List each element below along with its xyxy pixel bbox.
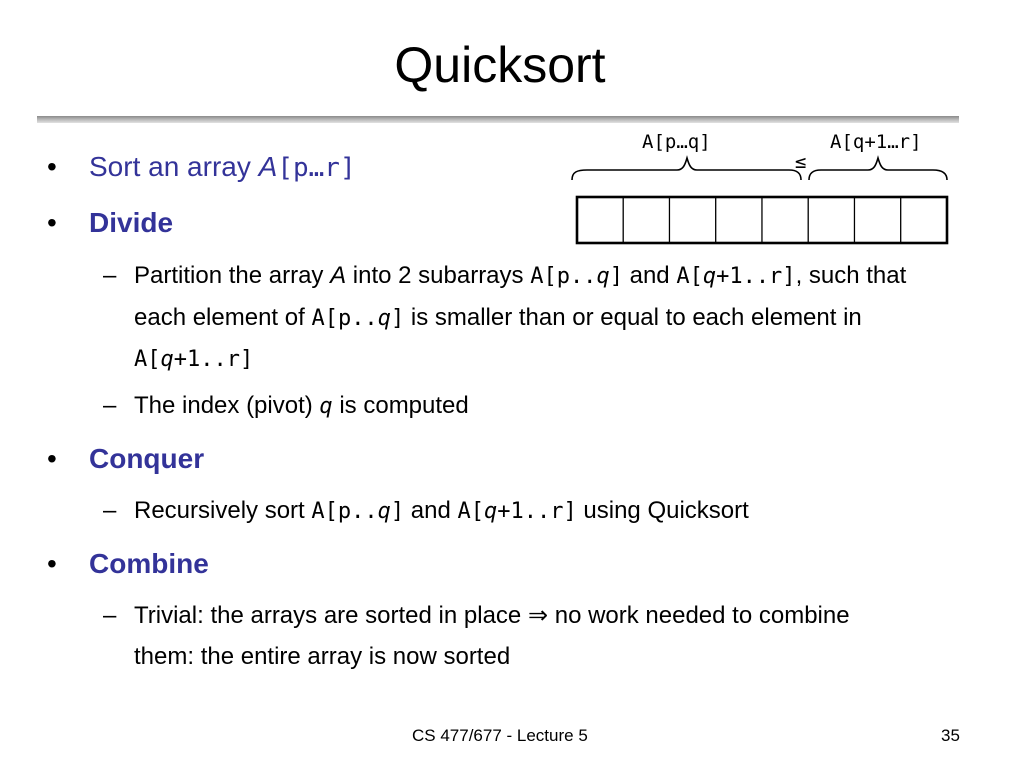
right-brace: [809, 158, 947, 180]
bullet-sort-prefix: Sort an array: [89, 151, 259, 182]
subbullet-pivot: [134, 386, 964, 428]
bullet-marker: •: [47, 151, 57, 182]
partition-text-3: and: [622, 262, 677, 289]
bullet-marker: •: [47, 443, 57, 474]
array-cell: [901, 197, 947, 243]
recursive-text-2: and: [404, 497, 458, 524]
bullet-conquer: Conquer: [89, 443, 205, 474]
partition-text-2: into 2 subarrays: [346, 262, 531, 289]
left-sub-close: ]: [390, 499, 405, 524]
subbullet-dash: –: [103, 497, 117, 524]
footer-course: CS 477/677 - Lecture 5: [412, 726, 588, 745]
bullet-marker: •: [47, 207, 57, 238]
bullet-sort-range: [p…r]: [277, 153, 356, 183]
subbullet-partition: [134, 256, 964, 381]
trivial-text-2: no work needed to combine them: the entire array is now sorted: [134, 602, 850, 670]
left-sub-prefix: A[p..: [311, 499, 378, 524]
bullet-divide: Divide: [89, 207, 174, 238]
recursive-right-sub: [458, 499, 577, 524]
bullet-marker: •: [47, 548, 57, 579]
right-sub-prefix: A[: [676, 264, 703, 289]
recursive-text-1: Recursively sort: [134, 497, 312, 524]
pivot-text-1: The index (pivot): [134, 392, 320, 419]
left-brace: [572, 158, 801, 180]
pivot-q: q: [319, 394, 333, 419]
recursive-left-sub: [311, 499, 404, 524]
subbullet-recursive: [134, 491, 964, 533]
right-sub-q: q: [702, 264, 717, 289]
right-sub-rest: +1..r]: [716, 264, 796, 289]
right-subarray-label: A[q+1…r]: [830, 131, 922, 153]
array-cell: [670, 197, 716, 243]
right-sub-prefix: A[: [457, 499, 484, 524]
array-cells: [577, 197, 947, 243]
right-sub-q: q: [160, 347, 174, 372]
array-cell: [808, 197, 854, 243]
right-sub-rest: +1..r]: [173, 347, 254, 372]
array-cell: [855, 197, 901, 243]
left-sub-q: q: [596, 264, 610, 289]
partition-left-sub-2: [311, 306, 404, 331]
partition-left-sub-1: [530, 264, 623, 289]
left-sub-close: ]: [609, 264, 623, 289]
subbullet-trivial: [134, 596, 894, 677]
array-cell: [577, 197, 623, 243]
array-cell: [623, 197, 669, 243]
left-sub-prefix: A[p..: [530, 264, 597, 289]
partition-text-4: , such that each element of: [134, 262, 907, 331]
partition-right-sub-1: [676, 264, 795, 289]
array-cell: [716, 197, 762, 243]
slide-title: Quicksort: [394, 37, 606, 93]
bullet-combine: Combine: [89, 548, 209, 579]
recursive-text-3: using Quicksort: [576, 497, 749, 524]
array-partition-diagram: [565, 125, 965, 250]
subbullet-dash: –: [103, 392, 117, 419]
right-sub-rest: +1..r]: [497, 499, 577, 524]
partition-array-name: A: [330, 262, 347, 289]
partition-text-1: Partition the array: [134, 262, 331, 289]
less-equal-symbol: ≤: [795, 151, 807, 173]
partition-text-5: is smaller than or equal to each element in: [404, 303, 862, 331]
pivot-text-2: is computed: [332, 392, 469, 419]
partition-right-sub-2: [134, 347, 253, 372]
implies-arrow-icon: ⇒: [527, 602, 549, 629]
array-cell: [762, 197, 808, 243]
bullet-sort-array-name: A: [258, 151, 278, 182]
subbullet-dash: –: [103, 262, 117, 289]
bullet-sort-array: [89, 149, 356, 186]
title-divider: [37, 116, 959, 123]
subbullet-dash: –: [103, 602, 117, 629]
left-sub-q: q: [377, 499, 391, 524]
trivial-text-1: Trivial: the arrays are sorted in place: [134, 602, 528, 629]
left-sub-close: ]: [390, 305, 405, 331]
left-sub-prefix: A[p..: [311, 305, 378, 331]
right-sub-prefix: A[: [134, 347, 161, 372]
left-subarray-label: A[p…q]: [642, 131, 711, 153]
left-sub-q: q: [377, 305, 391, 331]
page-number: 35: [941, 726, 960, 745]
right-sub-q: q: [484, 499, 498, 524]
